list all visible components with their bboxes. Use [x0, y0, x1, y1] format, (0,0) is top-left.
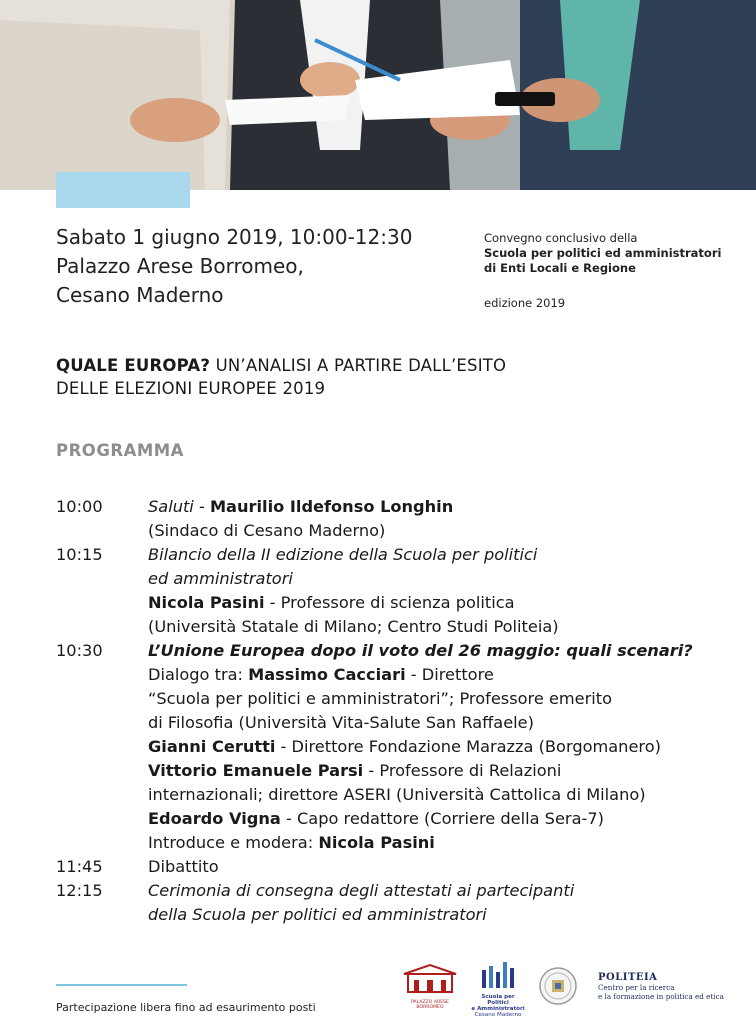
palazzo-building-icon: [398, 962, 462, 996]
speaker-role: - Direttore Fondazione Marazza (Borgomanero): [275, 737, 661, 756]
speaker-affiliation: (Università Statale di Milano; Centro Studi Politeia): [148, 617, 559, 636]
item-saluti: Saluti: [148, 497, 194, 516]
headline-bold: QUALE EUROPA?: [56, 356, 211, 375]
scuola-line3: Cesano Maderno: [474, 1012, 522, 1018]
speaker-role: - Direttore: [405, 665, 494, 684]
speaker-role: - Professore di Relazioni: [363, 761, 562, 780]
seal-icon: [538, 966, 578, 1006]
convegno-scope: di Enti Locali e Regione: [484, 261, 636, 275]
programma-item: [56, 495, 736, 543]
speaker-role: - Capo redattore (Corriere della Sera-7): [280, 809, 604, 828]
convegno-edition: edizione 2019: [484, 296, 566, 310]
moderator-name: Nicola Pasini: [318, 833, 435, 852]
politeia-sub1: Centro per la ricerca: [598, 983, 675, 992]
scuola-line1: Scuola per Politici: [481, 994, 515, 1006]
speaker-role: (Sindaco di Cesano Maderno): [148, 521, 386, 540]
speaker-vigna: Edoardo Vigna: [148, 809, 281, 828]
item-time: 12:15: [56, 881, 103, 900]
programma-item: [56, 543, 736, 639]
speaker-role-cont: “Scuola per politici e amministratori”; Professore emerito: [148, 689, 613, 708]
accent-tab: [56, 172, 190, 208]
speaker-role: - Professore di scienza politica: [264, 593, 515, 612]
header-photo-illustration: [0, 0, 756, 190]
programma-item: [56, 639, 736, 855]
item-title-cont: ed amministratori: [148, 569, 293, 588]
headline-line1: [56, 354, 506, 377]
convegno-school: Scuola per politici ed amministratori: [484, 246, 722, 260]
convegno-line1: Convegno conclusivo della: [484, 231, 638, 245]
convegno-info: [484, 231, 721, 311]
footer-rule: [56, 984, 187, 986]
speaker-cacciari: Massimo Cacciari: [248, 665, 406, 684]
politeia-logo: [598, 972, 738, 1008]
headline-line2: DELLE ELEZIONI EUROPEE 2019: [56, 379, 326, 398]
item-content: [148, 543, 736, 639]
speaker-role-cont: internazionali; direttore ASERI (Università Cattolica di Milano): [148, 785, 646, 804]
item-title: Bilancio della II edizione della Scuola per politici: [148, 545, 538, 564]
item-content: [148, 879, 736, 927]
politeia-name: POLITEIA: [598, 972, 658, 983]
convegno-line3: [484, 261, 721, 276]
item-time: 11:45: [56, 857, 103, 876]
event-venue: Palazzo Arese Borromeo,: [56, 254, 304, 278]
item-content: [148, 639, 736, 855]
palazzo-arese-text: PALAZZO ARESE BORROMEO: [411, 1000, 449, 1010]
event-info: [56, 223, 412, 310]
header-photo: [0, 0, 756, 190]
university-seal: [538, 966, 578, 1006]
speaker-cerutti: Gianni Cerutti: [148, 737, 276, 756]
speaker-longhin: Maurilio Ildefonso Longhin: [209, 497, 454, 516]
speaker-pasini: Nicola Pasini: [148, 593, 265, 612]
item-sep: -: [193, 497, 210, 516]
item-time: 10:15: [56, 545, 103, 564]
programma-title: PROGRAMMA: [56, 441, 184, 460]
item-title-cont: della Scuola per politici ed amministratori: [148, 905, 487, 924]
item-content: [148, 495, 736, 543]
item-time: 10:30: [56, 641, 103, 660]
headline-rest: UN’ANALISI A PARTIRE DALL’ESITO: [210, 356, 507, 375]
moderator-label: Introduce e modera:: [148, 833, 319, 852]
headline: [56, 354, 506, 400]
speaker-role-cont: di Filosofia (Università Vita-Salute San Raffaele): [148, 713, 534, 732]
item-title: Cerimonia di consegna degli attestati ai partecipanti: [148, 881, 575, 900]
scuola-logo: [470, 960, 526, 1016]
programma-list: [56, 495, 736, 927]
item-time: 10:00: [56, 497, 103, 516]
footer-note: Partecipazione libera fino ad esaurimento posti: [56, 1001, 316, 1014]
speaker-parsi: Vittorio Emanuele Parsi: [148, 761, 364, 780]
politeia-sub2: e la formazione in politica ed etica: [598, 992, 724, 1001]
item-title: L’Unione Europea dopo il voto del 26 maggio: quali scenari?: [148, 641, 693, 660]
palazzo-arese-logo: [398, 962, 462, 1010]
scuola-bars-icon: [470, 960, 526, 990]
event-date: Sabato 1 giugno 2019, 10:00-12:30: [56, 225, 413, 249]
convegno-line2: [484, 246, 721, 261]
scuola-line2: e Amministratori: [471, 1006, 525, 1012]
event-city: Cesano Maderno: [56, 283, 224, 307]
dialogo-label: Dialogo tra:: [148, 665, 249, 684]
item-dibattito: Dibattito: [148, 857, 219, 876]
programma-item: [56, 879, 736, 927]
programma-item: [56, 855, 736, 879]
